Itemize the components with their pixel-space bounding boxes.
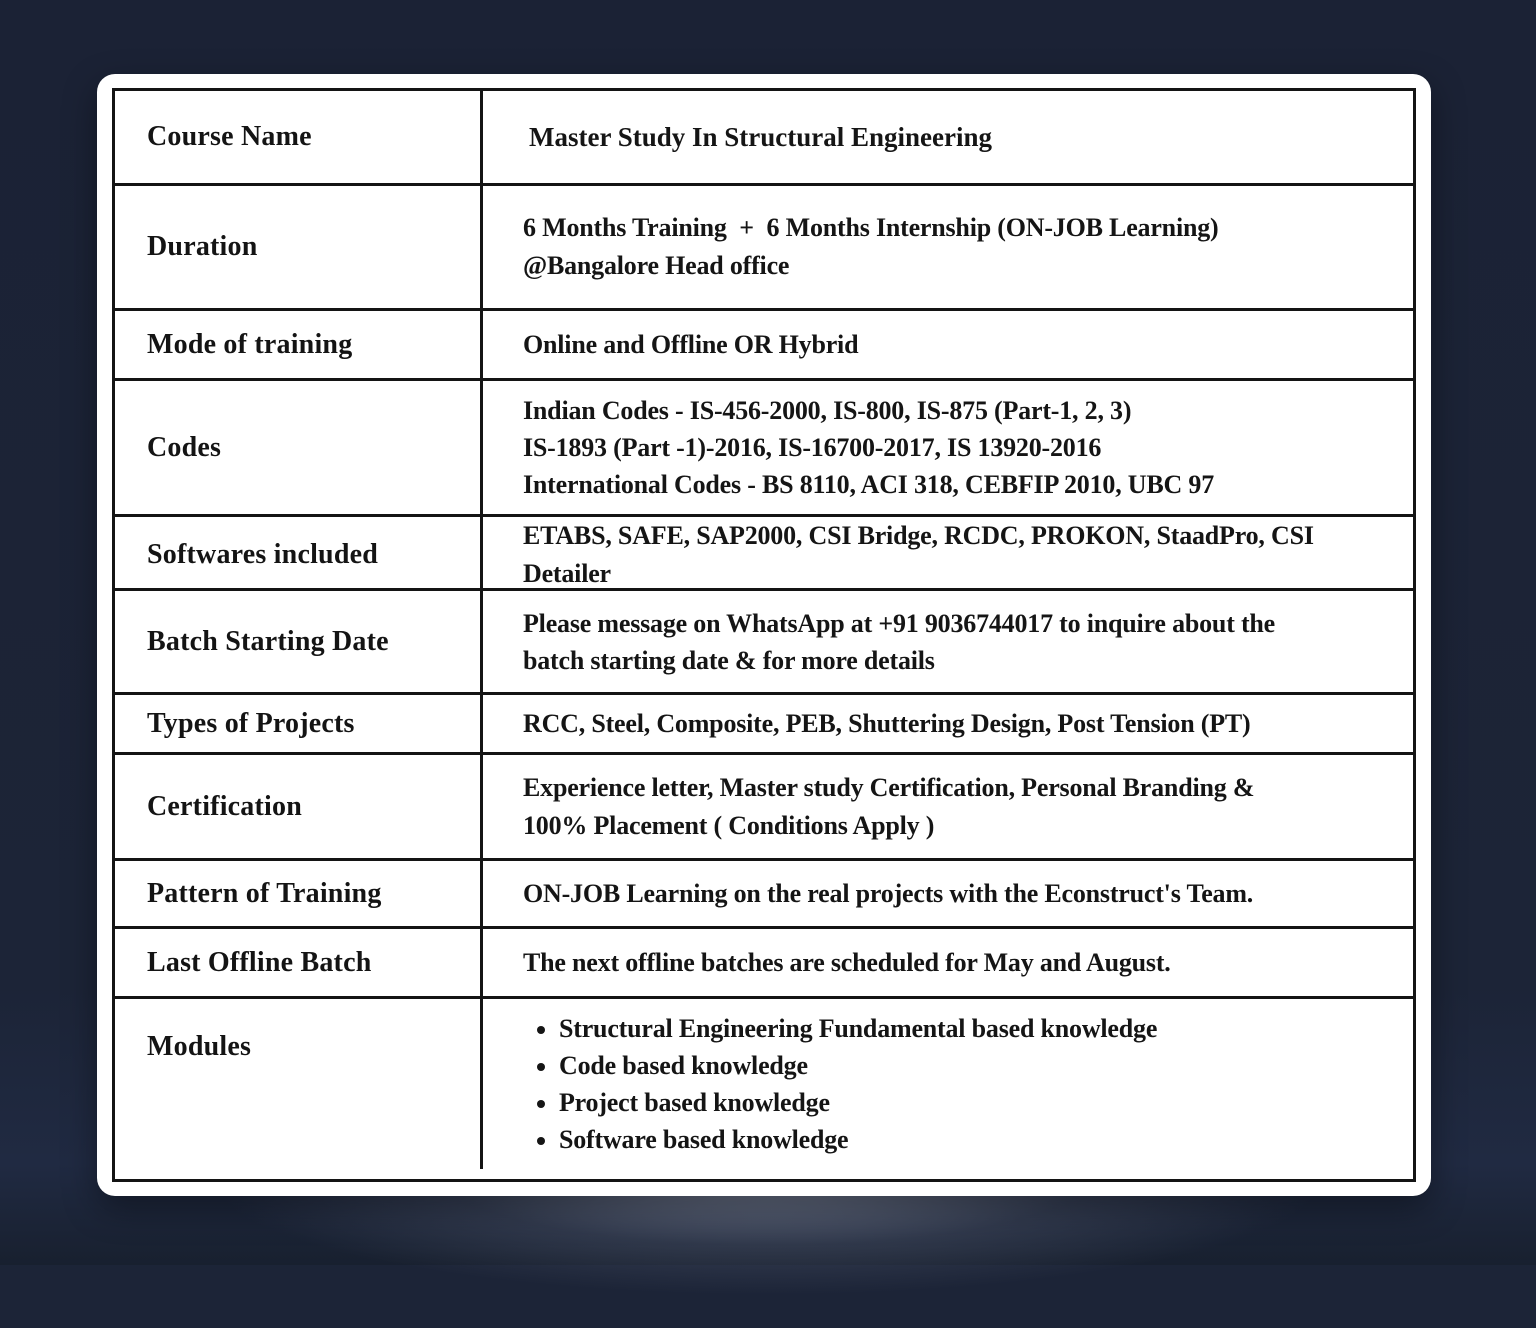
row-value — [483, 591, 1413, 692]
row-label-text: Duration — [147, 231, 258, 262]
table-row-codes — [115, 378, 1413, 514]
row-label-text: Last Offline Batch — [147, 946, 372, 978]
table-row-mode-of-training — [115, 308, 1413, 378]
card-glow — [58, 1178, 1478, 1328]
module-bullet-item: • Structural Engineering Fundamental based knowledge — [559, 1010, 1395, 1047]
row-label — [115, 755, 483, 858]
table-row-certification — [115, 752, 1413, 858]
table-row-duration — [115, 183, 1413, 308]
modules-bullet-list — [533, 1010, 1395, 1158]
value-line: Please message on WhatsApp at +91 9036744017 to inquire about the — [523, 608, 1276, 638]
module-bullet-item: • Software based knowledge — [559, 1121, 1395, 1158]
row-value — [483, 91, 1413, 183]
module-bullet-item: • Code based knowledge — [559, 1047, 1395, 1084]
value-line: ETABS, SAFE, SAP2000, CSI Bridge, RCDC, PROKON, StaadPro, CSI Detailer — [523, 521, 1321, 588]
row-value — [483, 186, 1413, 308]
row-value — [483, 311, 1413, 378]
value-line: The next offline batches are scheduled for May and August. — [523, 947, 1171, 977]
row-label — [115, 517, 483, 593]
value-line: Experience letter, Master study Certification, Personal Branding & — [523, 772, 1255, 802]
row-label-text: Codes — [147, 431, 222, 463]
row-label — [115, 861, 483, 926]
row-label — [115, 91, 483, 183]
row-value — [483, 861, 1413, 926]
row-value — [483, 755, 1413, 858]
row-label — [115, 695, 483, 752]
table-row-course-name — [115, 91, 1413, 183]
course-info-table — [112, 88, 1416, 1182]
value-line: @Bangalore Head office — [523, 251, 790, 280]
row-label-text: Types of Projects — [147, 707, 355, 739]
row-value — [483, 695, 1413, 752]
table-row-batch-starting-date — [115, 588, 1413, 692]
row-label-text: Modules — [147, 1031, 252, 1062]
row-label-text: Softwares included — [147, 539, 378, 570]
value-line: Indian Codes - IS-456-2000, IS-800, IS-875 (Part-1, 2, 3) — [523, 396, 1132, 425]
value-line: RCC, Steel, Composite, PEB, Shuttering Design, Post Tension (PT) — [523, 708, 1251, 738]
table-row-last-offline-batch — [115, 926, 1413, 996]
value-line: batch starting date & for more details — [523, 645, 935, 675]
row-label — [115, 999, 483, 1169]
value-line: IS-1893 (Part -1)-2016, IS-16700-2017, IS 13920-2016 — [523, 433, 1102, 462]
row-label — [115, 311, 483, 378]
row-value — [483, 929, 1413, 996]
module-bullet-item: • Project based knowledge — [559, 1084, 1395, 1121]
row-label — [115, 929, 483, 996]
table-row-types-of-projects — [115, 692, 1413, 752]
row-label-text: Batch Starting Date — [147, 625, 389, 657]
value-line: International Codes - BS 8110, ACI 318, CEBFIP 2010, UBC 97 — [523, 470, 1214, 499]
table-row-modules — [115, 996, 1413, 1169]
value-line: Online and Offline OR Hybrid — [523, 329, 859, 359]
course-info-card — [97, 74, 1431, 1196]
value-line: 6 Months Training + 6 Months Internship (ON-JOB Learning) — [523, 213, 1219, 242]
row-label-text: Mode of training — [147, 328, 353, 360]
table-row-pattern-of-training — [115, 858, 1413, 926]
value-line: 100% Placement ( Conditions Apply ) — [523, 810, 935, 840]
row-value — [483, 517, 1413, 593]
row-label — [115, 591, 483, 692]
row-label-text: Pattern of Training — [147, 877, 382, 909]
table-row-softwares-included — [115, 514, 1413, 588]
row-label-text: Certification — [147, 790, 302, 822]
row-value — [483, 999, 1413, 1169]
value-line: Master Study In Structural Engineering — [529, 122, 993, 152]
row-label — [115, 381, 483, 514]
value-line: ON-JOB Learning on the real projects with the Econstruct's Team. — [523, 878, 1254, 908]
row-label — [115, 186, 483, 308]
row-label-text: Course Name — [147, 121, 312, 152]
row-value — [483, 381, 1413, 514]
